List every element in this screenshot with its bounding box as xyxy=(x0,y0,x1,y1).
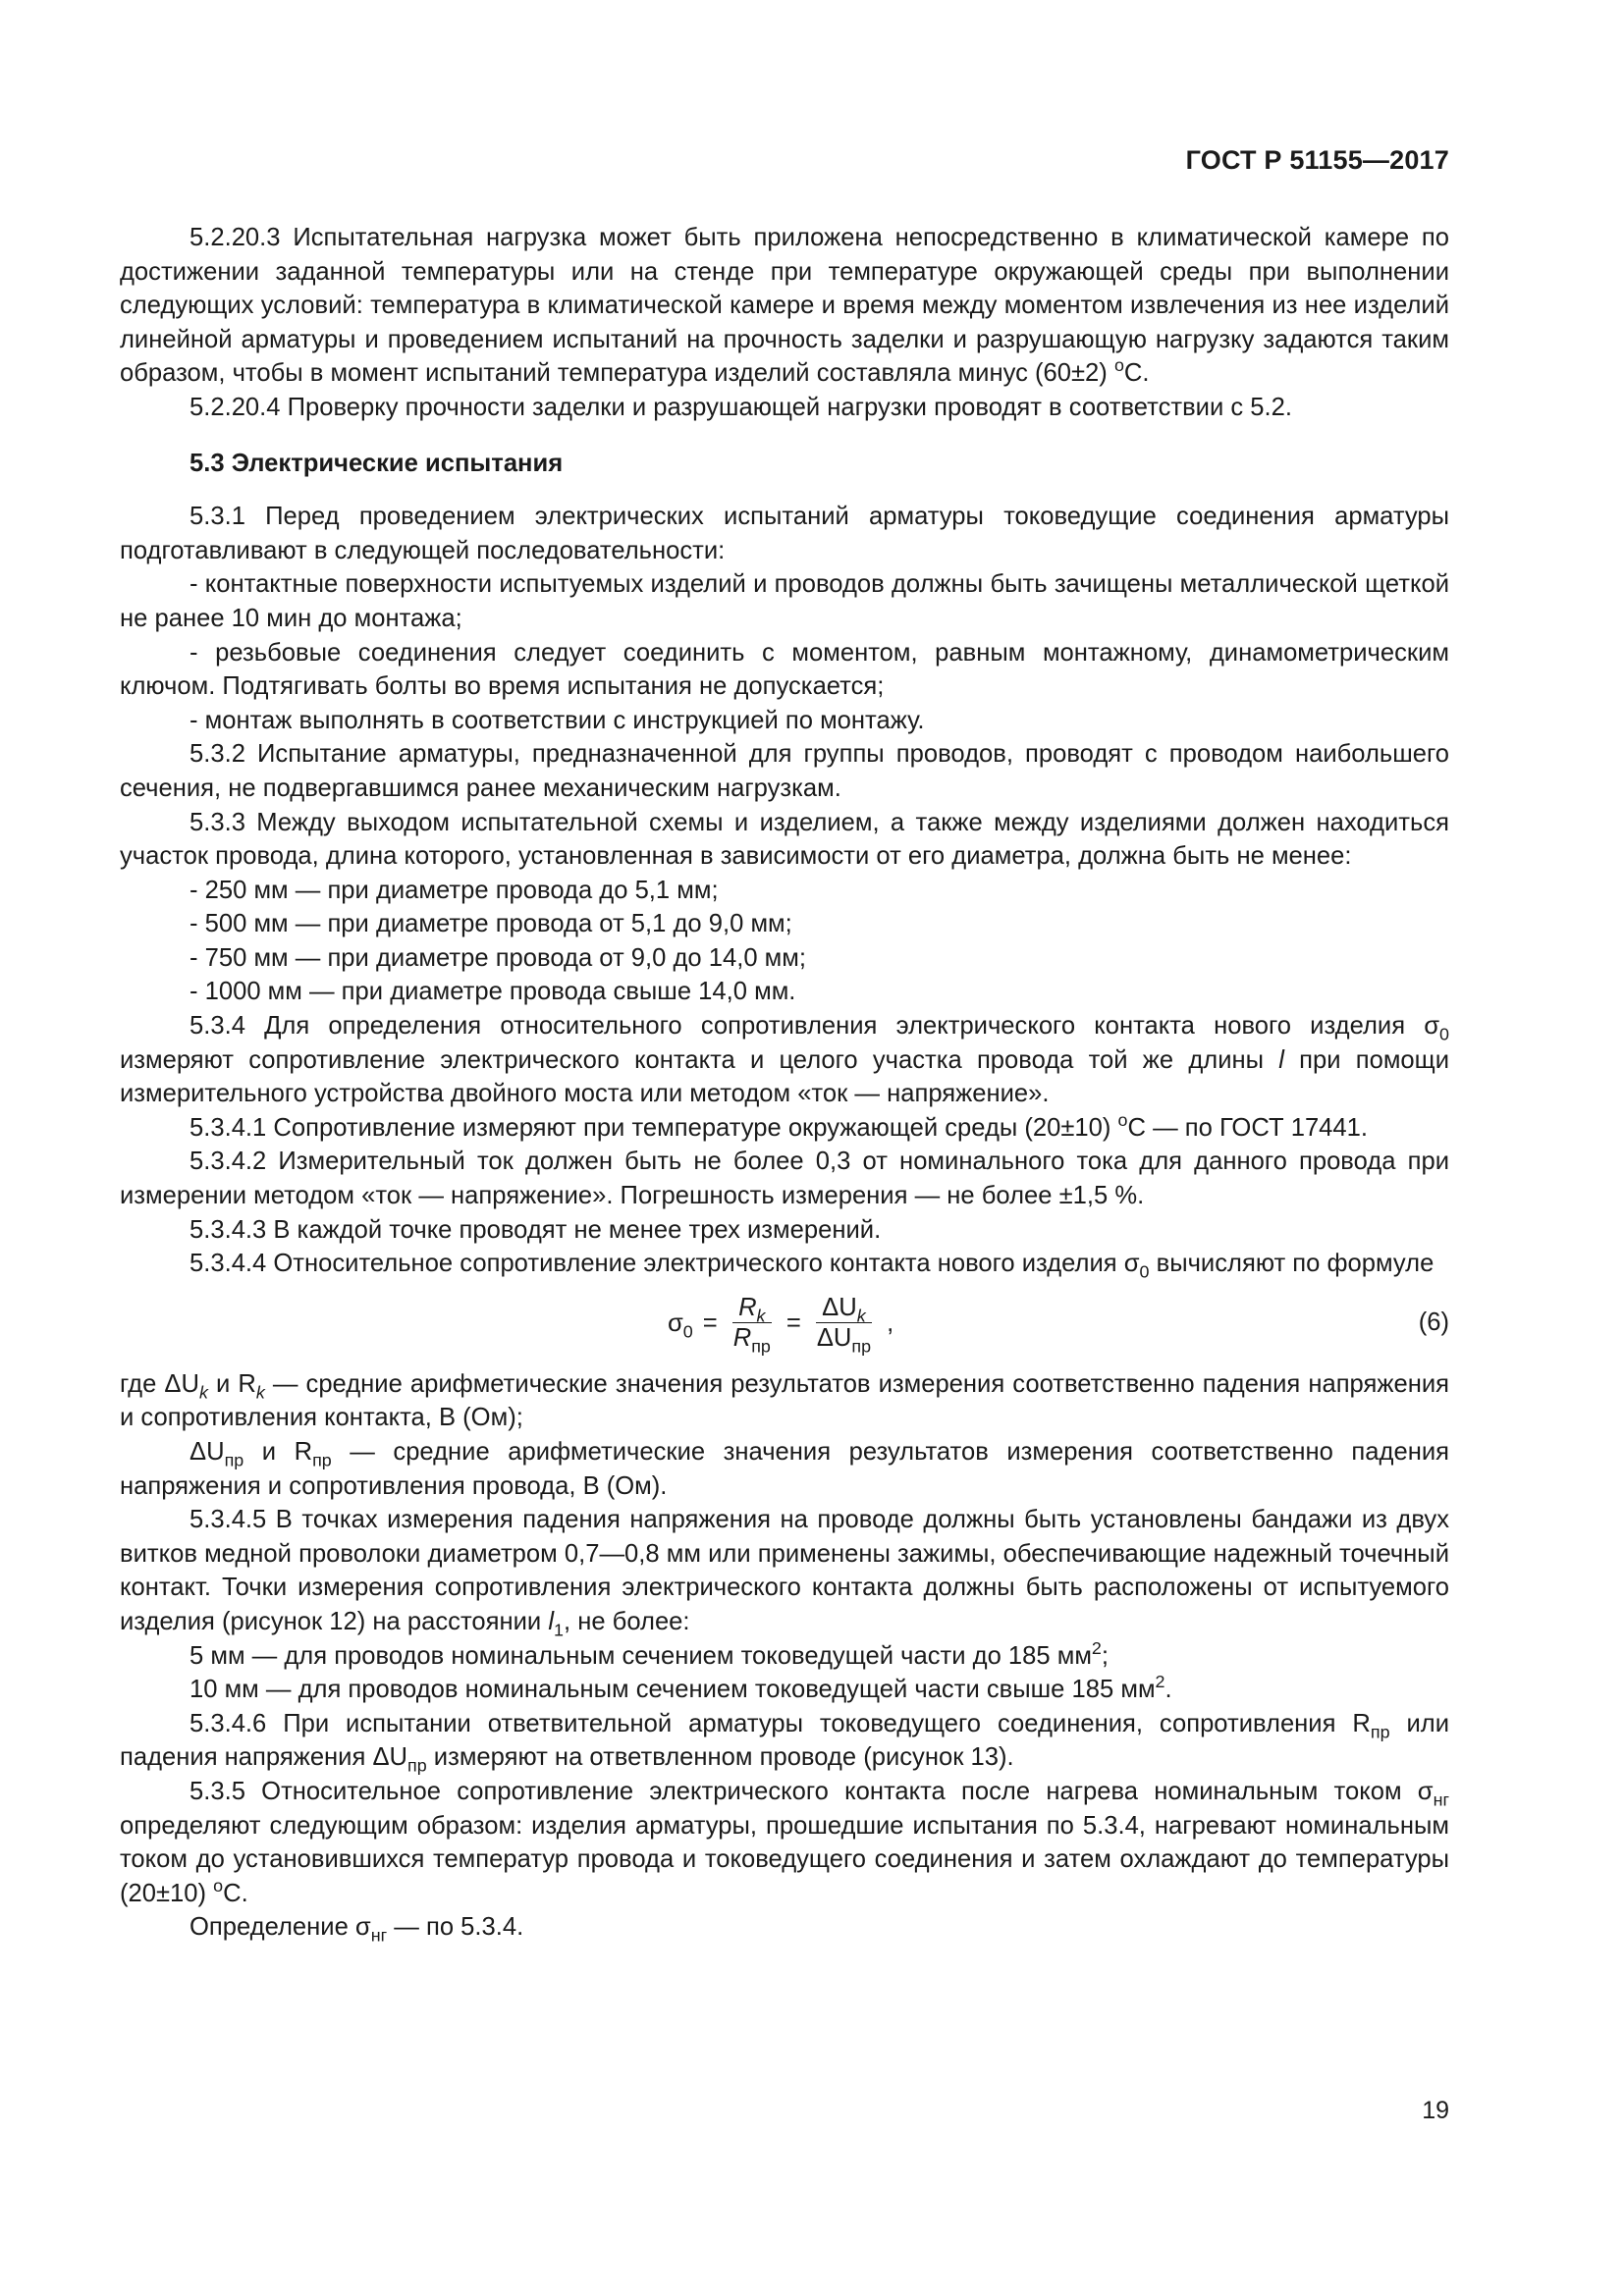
page-number: 19 xyxy=(1422,2097,1449,2124)
paragraph-5-3-4: 5.3.4 Для определения относительного сопротивления электрического контакта нового изделия $\sigma_0$ измеряют сопротивление электрического контакта и целого участка провода той же длины l при помощи измерительного устройства двойного моста или методом «ток — напряжение». xyxy=(120,1012,1450,1108)
paragraph-5-3-4-3: 5.3.4.3 В каждой точке проводят не менее трех измерений. xyxy=(189,1215,882,1244)
formula-expression xyxy=(668,1285,893,1362)
equation-number: (6) xyxy=(1418,1308,1449,1336)
paragraph-5-3-4-1: 5.3.4.1 Сопротивление измеряют при температуре окружающей среды (20±10) $^о$С — по ГОСТ 17441. xyxy=(189,1110,1368,1142)
list-item: - 250 мм — при диаметре провода до 5,1 мм; xyxy=(189,876,719,904)
list-item: - монтаж выполнять в соответствии с инструкцией по монтажу. xyxy=(189,706,925,734)
list-item: 5 мм — для проводов номинальным сечением токоведущей части до 185 $мм^2$; xyxy=(189,1637,1110,1670)
paragraph-5-2-20-3: 5.2.20.3 Испытательная нагрузка может быть приложена непосредственно в климатической камере по достижении заданной температуры или на стенде при температуре окружающей среды при выполнении следующих условий: температура в климатической камере и время между моментом извлечения из нее изделий линейной арматуры и проведением испытаний на прочность заделки и разрушающую нагрузку задаются таким образом, чтобы в момент испытаний температура изделий составляла минус (60±2) $^о$С. xyxy=(120,224,1449,388)
paragraph-5-3-4-6: 5.3.4.6 При испытании ответвительной арматуры токоведущего соединения, сопротивления $R_{пр}$ или падения напряжения $\Delta U_{пр}$ измеряют на ответвленном проводе (рисунок 13). xyxy=(120,1709,1450,1776)
paragraph-5-2-20-4: 5.2.20.4 Проверку прочности заделки и разрушающей нагрузки проводят в соответствии с 5.2. xyxy=(189,393,1292,421)
paragraph-5-3-4-5: 5.3.4.5 В точках измерения падения напряжения на проводе должны быть установлены бандажи из двух витков медной проволоки диаметром 0,7—0,8 мм или применены зажимы, обеспечивающие надежный точечный контакт. Точки измерения сопротивления электрического контакта должны быть расположены от испытуемого изделия (рисунок 12) на расстоянии $l_1$, не более: xyxy=(120,1506,1449,1640)
where-clause-2: $\Delta U_{пр}$ и $R_{пр}$ — средние арифметические значения результатов измерения соответственно падения напряжения и сопротивления провода, В (Ом). xyxy=(120,1438,1449,1500)
paragraph-5-3-4-2: 5.3.4.2 Измерительный ток должен быть не более 0,3 от номинального тока для данного провода при измерении методом «ток — напряжение». Погрешность измерения — не более ±1,5 %. xyxy=(120,1148,1449,1210)
equals-sign: = xyxy=(702,1308,718,1337)
list-item: - контактные поверхности испытуемых изделий и проводов должны быть зачищены металлической щеткой не ранее 10 мин до монтажа; xyxy=(120,570,1449,632)
standard-header: ГОСТ Р 51155—2017 xyxy=(1185,145,1449,175)
paragraph-5-3-1: 5.3.1 Перед проведением электрических испытаний арматуры токоведущие соединения арматуры подготавливают в следующей последовательности: xyxy=(120,503,1449,564)
section-heading-5-3: 5.3 Электрические испытания xyxy=(189,449,564,477)
page-body xyxy=(120,221,1449,1945)
where-clause-1: где $\Delta U_k$ и $R_k$ — средние арифметические значения результатов измерения соответственно падения напряжения и сопротивления контакта, В (Ом); xyxy=(120,1369,1450,1432)
fraction-voltage: $\frac{\Delta U_k}{\Delta U_{пр}}$ xyxy=(816,1294,872,1357)
formula-6 xyxy=(120,1285,1449,1362)
equals-sign: = xyxy=(785,1308,801,1337)
list-item: - 1000 мм — при диаметре провода свыше 14,0 мм. xyxy=(189,978,796,1006)
paragraph-5-3-5: 5.3.5 Относительное сопротивление электрического контакта после нагрева номинальным током $\sigma_{нг}$ определяют следующим образом: изделия арматуры, прошедшие испытания по 5.3.4, нагревают номинальным током до установившихся температур провода и токоведущего соединения и затем охлаждают до температуры (20±10) $^о$С. xyxy=(120,1777,1449,1907)
formula-comma: , xyxy=(887,1308,894,1337)
list-item: - 500 мм — при диаметре провода от 5,1 до 9,0 мм; xyxy=(189,910,792,938)
list-item: 10 мм — для проводов номинальным сечением токоведущей части свыше 185 $мм^2$. xyxy=(189,1672,1172,1704)
paragraph-5-3-2: 5.3.2 Испытание арматуры, предназначенной для группы проводов, проводят с проводом наибольшего сечения, не подвергавшимся ранее механическим нагрузкам. xyxy=(120,740,1449,802)
list-item: - резьбовые соединения следует соединить с моментом, равным монтажному, динамометрическим ключом. Подтягивать болты во время испытания не допускается; xyxy=(120,638,1449,701)
paragraph-definition: Определение $\sigma_{нг}$ — по 5.3.4. xyxy=(189,1913,524,1946)
paragraph-5-3-4-4: 5.3.4.4 Относительное сопротивление электрического контакта нового изделия $\sigma_0$ вычисляют по формуле xyxy=(189,1250,1435,1282)
list-item: - 750 мм — при диаметре провода от 9,0 до 14,0 мм; xyxy=(189,943,806,972)
fraction-resistance: $\frac{R_k}{R_{пр}}$ xyxy=(732,1294,771,1357)
paragraph-5-3-3: 5.3.3 Между выходом испытательной схемы и изделием, а также между изделиями должен находиться участок провода, длина которого, установленная в зависимости от его диаметра, должна быть не менее: xyxy=(120,808,1449,871)
formula-lhs: $\sigma_0$ xyxy=(668,1308,693,1341)
